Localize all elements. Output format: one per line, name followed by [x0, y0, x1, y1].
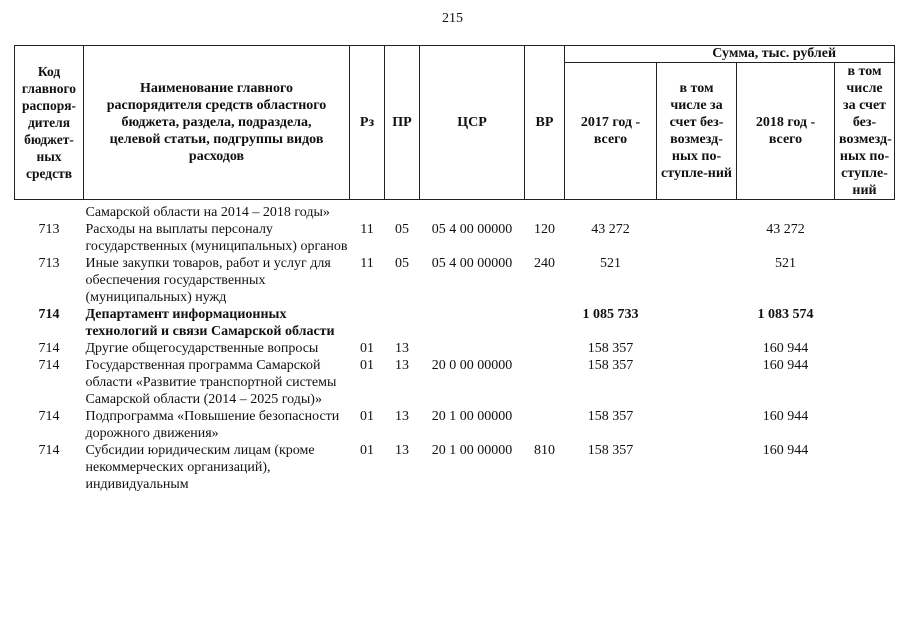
cell-sum-2018: [737, 200, 835, 222]
table-row: [15, 357, 895, 408]
header-csr: ЦСР: [420, 46, 525, 200]
cell-pr: 13: [395, 409, 409, 424]
table-row: [15, 255, 895, 306]
header-rz: Рз: [350, 46, 385, 200]
cell-code: 713: [38, 222, 60, 237]
header-code: Код главного распоря-дителя бюджет-ных средств: [15, 46, 84, 200]
cell-sum-2018: 160 944: [762, 341, 809, 356]
cell-sum-2018: 160 944: [762, 358, 809, 373]
cell-name: Субсидии юридическим лицам (кроме некоммерческих организаций), индивидуальным: [85, 443, 315, 492]
cell-rz: 01: [360, 358, 374, 373]
cell-sum-2018: 43 272: [766, 222, 805, 237]
cell-sum-2017: 1 085 733: [582, 307, 639, 322]
cell-csr: 20 0 00 00000: [431, 358, 513, 373]
cell-sum-2017: 158 357: [587, 341, 634, 356]
header-2017-total: 2017 год - всего: [565, 63, 657, 200]
cell-code: 714: [38, 443, 60, 458]
cell-sum-2018: 521: [775, 256, 796, 271]
cell-csr: 20 1 00 00000: [431, 409, 513, 424]
cell-csr: 20 1 00 00000: [431, 443, 513, 458]
table-row: [15, 340, 895, 357]
header-2018-gratuitous: в том числе за счет без-возмезд-ных по-ступле-ний: [835, 63, 895, 200]
header-sum: Сумма, тыс. рублей: [565, 46, 895, 63]
cell-csr: 05 4 00 00000: [431, 222, 513, 237]
page-number: 215: [442, 11, 463, 26]
cell-name: Иные закупки товаров, работ и услуг для обеспечения государственных (муниципальных) нужд: [85, 256, 331, 305]
table-header: [15, 46, 895, 200]
cell-sum-2017: 158 357: [587, 358, 634, 373]
header-vr: ВР: [525, 46, 565, 200]
cell-name: Департамент информационных технологий и связи Самарской области: [85, 307, 335, 339]
cell-rz: [350, 200, 385, 222]
cell-pr: 13: [395, 341, 409, 356]
table-row: [15, 306, 895, 340]
header-name: Наименование главного распорядителя средств областного бюджета, раздела, подраздела, целевой статьи, подгруппы видов расходов: [84, 46, 350, 200]
cell-sum-2017: 158 357: [587, 409, 634, 424]
cell-vr: [525, 306, 565, 340]
table-row: [15, 442, 895, 493]
cell-vr: [525, 200, 565, 222]
cell-code: 714: [38, 307, 60, 322]
table-row: [15, 408, 895, 442]
cell-name: Расходы на выплаты персоналу государственных (муниципальных) органов: [85, 222, 348, 254]
table-row: [15, 200, 895, 222]
cell-pr: [385, 306, 420, 340]
cell-name: Самарской области на 2014 – 2018 годы»: [85, 205, 330, 220]
header-pr: ПР: [385, 46, 420, 200]
cell-rz: 11: [360, 256, 374, 271]
cell-code: 714: [38, 409, 60, 424]
cell-sum-2017: 521: [600, 256, 621, 271]
cell-name: Государственная программа Самарской области «Развитие транспортной системы Самарской области (2014 – 2025 годы)»: [85, 358, 337, 407]
cell-name: Другие общегосударственные вопросы: [85, 341, 319, 356]
cell-vr: [525, 408, 565, 442]
cell-rz: [350, 306, 385, 340]
cell-sum-2018: 1 083 574: [757, 307, 814, 322]
cell-sum-2017: 43 272: [591, 222, 630, 237]
cell-code: 713: [38, 256, 60, 271]
cell-vr: [525, 340, 565, 357]
cell-rz: 01: [360, 443, 374, 458]
cell-rz: 01: [360, 341, 374, 356]
cell-pr: 05: [395, 222, 409, 237]
cell-rz: 01: [360, 409, 374, 424]
cell-csr: [420, 200, 525, 222]
cell-pr: 13: [395, 358, 409, 373]
cell-name: Подпрограмма «Повышение безопасности дорожного движения»: [85, 409, 340, 441]
header-2018-total: 2018 год - всего: [737, 63, 835, 200]
cell-code: 714: [38, 358, 60, 373]
cell-csr: [420, 306, 525, 340]
budget-table: [14, 45, 895, 493]
cell-pr: 05: [395, 256, 409, 271]
cell-code: 714: [38, 341, 60, 356]
cell-sum-2018: 160 944: [762, 409, 809, 424]
cell-sum-2017: [565, 200, 657, 222]
cell-sum-2017: 158 357: [587, 443, 634, 458]
header-2017-gratuitous: в том числе за счет без-возмезд-ных по-ступле-ний: [657, 63, 737, 200]
cell-vr: [525, 357, 565, 408]
cell-csr: 05 4 00 00000: [431, 256, 513, 271]
cell-pr: [385, 200, 420, 222]
cell-sum-2018: 160 944: [762, 443, 809, 458]
cell-pr: 13: [395, 443, 409, 458]
cell-vr: 240: [534, 256, 555, 271]
cell-code: [15, 200, 84, 222]
cell-vr: 810: [534, 443, 555, 458]
cell-rz: 11: [360, 222, 374, 237]
table-row: [15, 221, 895, 255]
cell-vr: 120: [534, 222, 555, 237]
cell-csr: [420, 340, 525, 357]
